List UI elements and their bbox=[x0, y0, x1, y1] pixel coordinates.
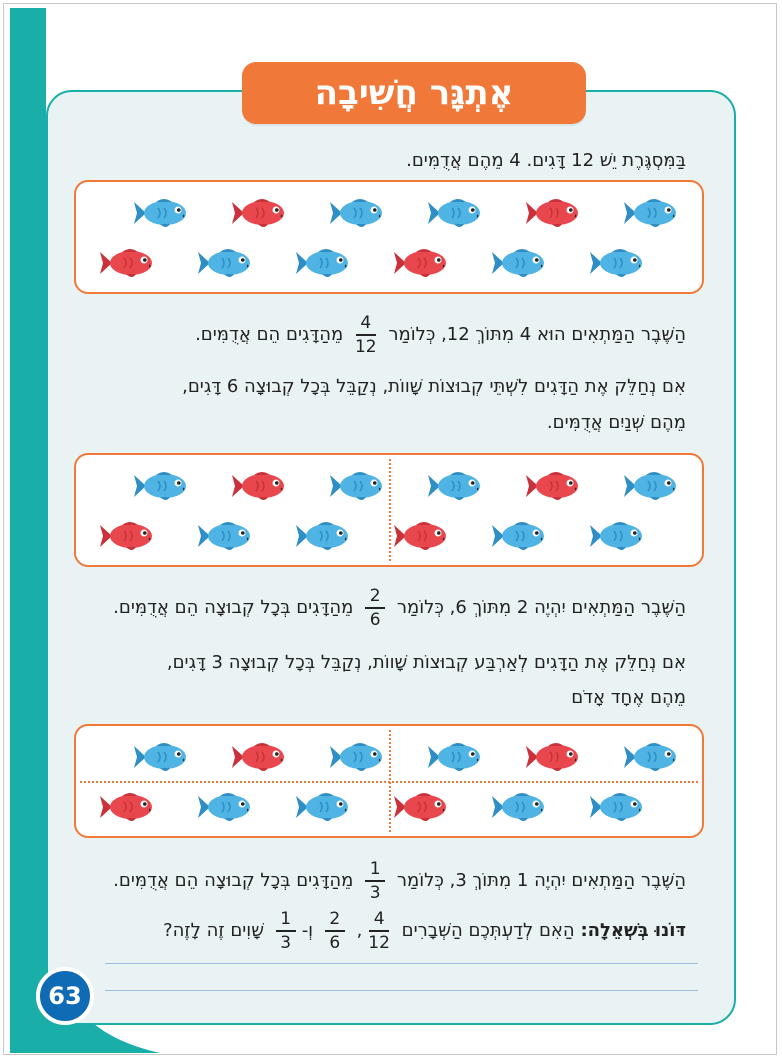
red-fish-icon bbox=[100, 246, 156, 280]
numerator: 1 bbox=[369, 859, 381, 879]
blue-fish-icon bbox=[624, 196, 680, 230]
red-fish-icon bbox=[232, 469, 288, 503]
paragraph-3-line-2: מֵהֶם אֶחָד אָדֹם bbox=[571, 687, 686, 708]
answer-line[interactable] bbox=[105, 963, 698, 964]
blue-fish-icon bbox=[198, 246, 254, 280]
blue-fish-icon bbox=[590, 246, 646, 280]
sentence-3-post: מֵהַדָּגִים בְּכָל קְבוּצָה הֵם אֲדֻמִּים. bbox=[113, 869, 354, 891]
blue-fish-icon bbox=[296, 519, 352, 553]
page-number-badge: 63 bbox=[36, 967, 94, 1025]
numerator: 1 bbox=[280, 909, 292, 929]
sentence-2-pre: הַשֶּׁבֶר הַמַּתְאִים יִהְיֶה 2 מִתּוֹךְ 6, כְּלוֹמַר bbox=[396, 596, 686, 618]
sentence-1-pre: הַשֶּׁבֶר הַמַּתְאִים הוּא 4 מִתּוֹךְ 12, כְּלוֹמַר bbox=[388, 323, 686, 345]
question-label: דּוֹנוּ בְּשְׁאֵלָה: bbox=[580, 919, 686, 941]
comma: , bbox=[356, 919, 363, 941]
blue-fish-icon bbox=[492, 790, 548, 824]
blue-fish-icon bbox=[492, 246, 548, 280]
blue-fish-icon bbox=[198, 790, 254, 824]
sentence-2-post: מֵהַדָּגִים בְּכָל קְבוּצָה הֵם אֲדֻמִּים. bbox=[113, 596, 354, 618]
question-post: שָׁוִים זֶה לָזֶה? bbox=[163, 919, 264, 941]
blue-fish-icon bbox=[198, 519, 254, 553]
denominator: 6 bbox=[329, 932, 341, 953]
question-pre: הַאִם לְדַעְתְּכֶם הַשְּׁבָרִים bbox=[401, 919, 575, 941]
blue-fish-icon bbox=[134, 469, 190, 503]
fraction-2-6 bbox=[325, 910, 345, 952]
blue-fish-icon bbox=[134, 740, 190, 774]
blue-fish-icon bbox=[624, 469, 680, 503]
fraction-4-12 bbox=[355, 314, 377, 356]
fraction-2-6 bbox=[365, 587, 385, 629]
sentence-3-pre: הַשֶּׁבֶר הַמַּתְאִים יִהְיֶה 1 מִתּוֹךְ 3, כְּלוֹמַר bbox=[396, 869, 686, 891]
numerator: 2 bbox=[369, 586, 381, 606]
red-fish-icon bbox=[100, 519, 156, 553]
paragraph-2-line-1: אִם נְחַלֵּק אֶת הַדָּגִים לִשְׁתֵּי קְבוּצוֹת שָׁווֹת, נְקַבֵּל בְּכָל קְבוּצָה 6 דָּגִים, bbox=[182, 376, 686, 397]
paragraph-2-line-2: מֵהֶם שְׁנַיִם אֲדֻמִּים. bbox=[546, 412, 686, 433]
blue-fish-icon bbox=[330, 740, 386, 774]
red-fish-icon bbox=[394, 790, 450, 824]
fraction-sentence-2 bbox=[113, 587, 686, 629]
blue-fish-icon bbox=[492, 519, 548, 553]
answer-line[interactable] bbox=[105, 990, 698, 991]
blue-fish-icon bbox=[428, 740, 484, 774]
intro-text: בַּמִּסְגֶּרֶת יֵשׁ 12 דָּגִים. 4 מֵהֶם אֲדֻמִּים. bbox=[406, 150, 686, 171]
blue-fish-icon bbox=[330, 469, 386, 503]
blue-fish-icon bbox=[428, 469, 484, 503]
red-fish-icon bbox=[394, 519, 450, 553]
fraction-sentence-1 bbox=[195, 314, 686, 356]
blue-fish-icon bbox=[134, 196, 190, 230]
red-fish-icon bbox=[100, 790, 156, 824]
teal-side-band bbox=[10, 8, 46, 1053]
fraction-1-3 bbox=[276, 910, 296, 952]
blue-fish-icon bbox=[590, 790, 646, 824]
fish-box-whole bbox=[74, 180, 704, 294]
numerator: 4 bbox=[373, 909, 385, 929]
denominator: 12 bbox=[368, 932, 390, 953]
denominator: 6 bbox=[369, 609, 381, 630]
sentence-1-post: מֵהַדָּגִים הֵם אֲדֻמִּים. bbox=[195, 323, 344, 345]
horizontal-divider bbox=[80, 781, 698, 783]
red-fish-icon bbox=[232, 196, 288, 230]
red-fish-icon bbox=[232, 740, 288, 774]
discussion-question bbox=[163, 910, 686, 952]
fish-box-halves bbox=[74, 453, 704, 567]
fraction-sentence-3 bbox=[113, 860, 686, 902]
fish-box-quarters bbox=[74, 724, 704, 838]
and-connector: וְ- bbox=[301, 919, 314, 941]
blue-fish-icon bbox=[296, 790, 352, 824]
numerator: 2 bbox=[329, 909, 341, 929]
red-fish-icon bbox=[526, 196, 582, 230]
numerator: 4 bbox=[360, 313, 372, 333]
denominator: 12 bbox=[354, 336, 377, 357]
blue-fish-icon bbox=[296, 246, 352, 280]
paragraph-3-line-1: אִם נְחַלֵּק אֶת הַדָּגִים לְאַרְבַּע קְבוּצוֹת שָׁווֹת, נְקַבֵּל בְּכָל קְבוּצָה 3 דָּגִים, bbox=[166, 652, 686, 673]
fraction-4-12 bbox=[368, 910, 390, 952]
blue-fish-icon bbox=[330, 196, 386, 230]
denominator: 3 bbox=[369, 882, 381, 903]
page-title: אֶתְגָּר חֲשִׁיבָה bbox=[242, 62, 586, 124]
blue-fish-icon bbox=[624, 740, 680, 774]
denominator: 3 bbox=[280, 932, 292, 953]
fraction-1-3 bbox=[365, 860, 385, 902]
red-fish-icon bbox=[394, 246, 450, 280]
blue-fish-icon bbox=[590, 519, 646, 553]
red-fish-icon bbox=[526, 469, 582, 503]
red-fish-icon bbox=[526, 740, 582, 774]
blue-fish-icon bbox=[428, 196, 484, 230]
vertical-divider bbox=[389, 459, 391, 561]
